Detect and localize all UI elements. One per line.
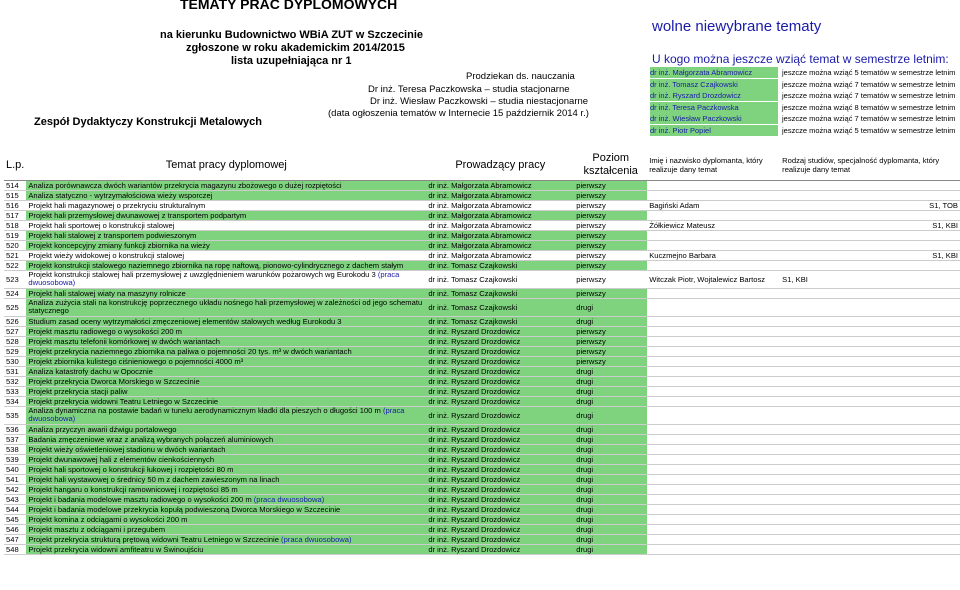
cell-temat: Projekt komina z odciągami o wysokości 200 m (26, 514, 426, 524)
table-row (4, 544, 960, 554)
cell-poziom: pierwszy (574, 346, 647, 356)
cell-lp: 546 (4, 524, 26, 534)
available-row (648, 67, 960, 78)
cell-imie (647, 544, 780, 554)
cell-poziom: pierwszy (574, 270, 647, 288)
cell-imie (647, 240, 780, 250)
cell-temat: Projekt hali przemysłowej dwunawowej z transportem podpartym (26, 210, 426, 220)
table-row (4, 454, 960, 464)
cell-imie (647, 434, 780, 444)
cell-poziom: drugi (574, 474, 647, 484)
cell-poziom: pierwszy (574, 210, 647, 220)
table-row (4, 316, 960, 326)
cell-temat: Analiza porównawcza dwóch wariantów przekrycia magazynu zbożowego o dużej rozpiętości (26, 180, 426, 190)
cell-poziom: drugi (574, 406, 647, 424)
cell-poziom: pierwszy (574, 220, 647, 230)
cell-imie (647, 230, 780, 240)
cell-lp: 542 (4, 484, 26, 494)
available-note: jeszcze można wziąć 8 tematów w semestrze letnim (782, 102, 956, 112)
cell-prowadzacy: dr inż. Tomasz Czajkowski (426, 316, 574, 326)
cell-lp: 547 (4, 534, 26, 544)
cell-prowadzacy: dr inż. Tomasz Czajkowski (426, 298, 574, 316)
table-row (4, 326, 960, 336)
available-name: dr inż. Piotr Popiel (650, 125, 778, 136)
cell-poziom: drugi (574, 386, 647, 396)
cell-rodzaj (780, 396, 960, 406)
table-row (4, 190, 960, 200)
cell-prowadzacy: dr inż. Ryszard Drozdowicz (426, 524, 574, 534)
cell-imie (647, 396, 780, 406)
cell-temat: Projekt i badania modelowe przekrycia kopułą podwieszoną Dworca Morskiego w Szczecinie (26, 504, 426, 514)
cell-rodzaj (780, 376, 960, 386)
cell-imie: Bagiński Adam (647, 200, 780, 210)
cell-imie (647, 424, 780, 434)
cell-lp: 548 (4, 544, 26, 554)
cell-lp: 540 (4, 464, 26, 474)
cell-rodzaj: S1, TOB (780, 200, 960, 210)
table-row (4, 444, 960, 454)
cell-imie (647, 464, 780, 474)
cell-lp: 521 (4, 250, 26, 260)
table-row (4, 474, 960, 484)
prodziekan-label: Prodziekan ds. nauczania (466, 71, 575, 82)
cell-rodzaj (780, 346, 960, 356)
cell-rodzaj (780, 230, 960, 240)
cell-rodzaj (780, 240, 960, 250)
cell-imie (647, 346, 780, 356)
col-poziom: Poziom kształcenia (574, 150, 647, 180)
cell-temat: Analiza katastrofy dachu w Opocznie (26, 366, 426, 376)
available-note: jeszcze można wziąć 5 tematów w semestrze letnim (782, 126, 956, 135)
cell-prowadzacy: dr inż. Ryszard Drozdowicz (426, 376, 574, 386)
cell-poziom: drugi (574, 514, 647, 524)
cell-imie (647, 514, 780, 524)
cell-imie: Kuczmejno Barbara (647, 250, 780, 260)
cell-lp: 541 (4, 474, 26, 484)
cell-prowadzacy: dr inż. Ryszard Drozdowicz (426, 386, 574, 396)
cell-lp: 530 (4, 356, 26, 366)
cell-temat: Projekt przekrycia strukturą prętową widowni Teatru Letniego w Szczecinie (praca dwuosobowa) (26, 534, 426, 544)
table-row (4, 376, 960, 386)
table-row (4, 288, 960, 298)
cell-imie (647, 298, 780, 316)
zespol-label: Zespół Dydaktyczy Konstrukcji Metalowych (34, 116, 263, 128)
cell-lp: 522 (4, 260, 26, 270)
cell-prowadzacy: dr inż. Ryszard Drozdowicz (426, 396, 574, 406)
cell-rodzaj (780, 336, 960, 346)
cell-prowadzacy: dr inż. Ryszard Drozdowicz (426, 454, 574, 464)
available-row (648, 90, 960, 101)
cell-rodzaj (780, 180, 960, 190)
cell-poziom: pierwszy (574, 230, 647, 240)
cell-prowadzacy: dr inż. Ryszard Drozdowicz (426, 444, 574, 454)
cell-lp: 524 (4, 288, 26, 298)
cell-lp: 532 (4, 376, 26, 386)
cell-temat: Projekt hali stalowej z transportem podwieszonym (26, 230, 426, 240)
available-note: jeszcze można wziąć 5 tematów w semestrze letnim (782, 68, 956, 77)
available-name: dr inż. Ryszard Drozdowicz (650, 90, 778, 101)
cell-lp: 533 (4, 386, 26, 396)
cell-temat: Projekt wieży oświetleniowej stadionu w dwóch wariantach (26, 444, 426, 454)
cell-poziom: pierwszy (574, 200, 647, 210)
cell-temat: Projekt hali magazynowej o przekryciu strukturalnym (26, 200, 426, 210)
cell-imie (647, 474, 780, 484)
cell-imie (647, 260, 780, 270)
cell-temat: Projekt hali wystawowej o średnicy 50 m z dachem zawieszonym na linach (26, 474, 426, 484)
cell-prowadzacy: dr inż. Ryszard Drozdowicz (426, 504, 574, 514)
cell-prowadzacy: dr inż. Ryszard Drozdowicz (426, 356, 574, 366)
cell-poziom: pierwszy (574, 250, 647, 260)
cell-temat: Studium zasad oceny wytrzymałości zmęczeniowej elementów stalowych według Eurokodu 3 (26, 316, 426, 326)
cell-poziom: pierwszy (574, 336, 647, 346)
ukogo-heading: U kogo można jeszcze wziąć temat w semestrze letnim: (652, 52, 949, 66)
cell-prowadzacy: dr inż. Ryszard Drozdowicz (426, 336, 574, 346)
cell-imie (647, 190, 780, 200)
cell-imie (647, 180, 780, 190)
table-row (4, 336, 960, 346)
cell-rodzaj (780, 210, 960, 220)
page-title: TEMATY PRAC DYPLOMOWYCH (180, 0, 398, 12)
cell-prowadzacy: dr inż. Ryszard Drozdowicz (426, 514, 574, 524)
available-note: jeszcze można wziąć 7 tematów w semestrze letnim (782, 114, 956, 124)
cell-rodzaj (780, 190, 960, 200)
cell-poziom: drugi (574, 366, 647, 376)
cell-prowadzacy: dr inż. Ryszard Drozdowicz (426, 406, 574, 424)
cell-rodzaj: S1, KBI (780, 270, 960, 288)
cell-prowadzacy: dr inż. Tomasz Czajkowski (426, 288, 574, 298)
cell-temat: Projekt masztu z odciągami i przegubem (26, 524, 426, 534)
col-prowadzacy: Prowadzący pracy (426, 150, 574, 180)
table-row (4, 270, 960, 288)
cell-prowadzacy: dr inż. Małgorzata Abramowicz (426, 230, 574, 240)
cell-lp: 529 (4, 346, 26, 356)
cell-rodzaj (780, 424, 960, 434)
available-name: dr inż. Teresa Paczkowska (650, 102, 778, 113)
cell-imie (647, 494, 780, 504)
cell-prowadzacy: dr inż. Tomasz Czajkowski (426, 260, 574, 270)
cell-lp: 525 (4, 298, 26, 316)
cell-rodzaj (780, 544, 960, 554)
cell-lp: 539 (4, 454, 26, 464)
cell-lp: 517 (4, 210, 26, 220)
cell-imie (647, 524, 780, 534)
cell-prowadzacy: dr inż. Małgorzata Abramowicz (426, 220, 574, 230)
cell-prowadzacy: dr inż. Ryszard Drozdowicz (426, 534, 574, 544)
table-row (4, 180, 960, 190)
table-row (4, 260, 960, 270)
cell-rodzaj (780, 534, 960, 544)
cell-poziom: drugi (574, 534, 647, 544)
cell-poziom: pierwszy (574, 356, 647, 366)
cell-temat: Projekt przekrycia Dworca Morskiego w Szczecinie (26, 376, 426, 386)
cell-lp: 523 (4, 270, 26, 288)
cell-lp: 516 (4, 200, 26, 210)
cell-poziom: drugi (574, 524, 647, 534)
cell-lp: 519 (4, 230, 26, 240)
table-row (4, 504, 960, 514)
cell-lp: 527 (4, 326, 26, 336)
cell-temat: Projekt konstrukcji stalowej hali przemysłowej z uwzględnieniem warunków pożarowych wg Eurokodu 3 (praca dwuosobowa) (26, 270, 426, 288)
table-row (4, 524, 960, 534)
ogloszenie-date: (data ogłoszenia tematów w Internecie 15 październik 2014 r.) (328, 108, 589, 119)
cell-lp: 518 (4, 220, 26, 230)
cell-rodzaj (780, 386, 960, 396)
col-rodzaj: Rodzaj studiów, specjalność dyplomanta, który realizuje dany temat (780, 150, 960, 180)
cell-imie (647, 366, 780, 376)
cell-imie (647, 316, 780, 326)
cell-rodzaj (780, 434, 960, 444)
table-row (4, 464, 960, 474)
cell-rodzaj (780, 514, 960, 524)
cell-imie (647, 534, 780, 544)
table-row (4, 484, 960, 494)
cell-imie (647, 386, 780, 396)
cell-temat: Projekt hali sportowej o konstrukcji łukowej i rozpiętości 80 m (26, 464, 426, 474)
cell-imie: Żółkiewicz Mateusz (647, 220, 780, 230)
subtitle-rok: zgłoszone w roku akademickim 2014/2015 (186, 42, 405, 54)
cell-prowadzacy: dr inż. Ryszard Drozdowicz (426, 326, 574, 336)
cell-imie (647, 376, 780, 386)
cell-temat: Projekt dwunawowej hali z elementów cienkościennych (26, 454, 426, 464)
cell-lp: 536 (4, 424, 26, 434)
cell-temat: Projekt przekrycia naziemnego zbiornika na paliwa o pojemności 20 tys. m³ w dwóch wariantach (26, 346, 426, 356)
cell-imie (647, 210, 780, 220)
cell-lp: 526 (4, 316, 26, 326)
cell-rodzaj (780, 464, 960, 474)
cell-poziom: drugi (574, 504, 647, 514)
cell-lp: 520 (4, 240, 26, 250)
cell-poziom: pierwszy (574, 260, 647, 270)
cell-temat: Projekt i badania modelowe masztu radiowego o wysokości 200 m (praca dwuosobowa) (26, 494, 426, 504)
cell-rodzaj (780, 484, 960, 494)
cell-imie: Witczak Piotr, Wojtalewicz Bartosz (647, 270, 780, 288)
cell-rodzaj: S1, KBI (780, 220, 960, 230)
cell-poziom: pierwszy (574, 288, 647, 298)
cell-prowadzacy: dr inż. Małgorzata Abramowicz (426, 200, 574, 210)
table-row (4, 210, 960, 220)
col-imie: Imię i nazwisko dyplomanta, który realizuje dany temat (647, 150, 780, 180)
cell-prowadzacy: dr inż. Ryszard Drozdowicz (426, 544, 574, 554)
cell-prowadzacy: dr inż. Ryszard Drozdowicz (426, 434, 574, 444)
cell-temat: Projekt koncepcyjny zmiany funkcji zbiornika na wieży (26, 240, 426, 250)
col-temat: Temat pracy dyplomowej (26, 150, 426, 180)
cell-rodzaj: S1, KBI (780, 250, 960, 260)
cell-prowadzacy: dr inż. Ryszard Drozdowicz (426, 484, 574, 494)
cell-poziom: drugi (574, 376, 647, 386)
table-header (4, 150, 960, 180)
cell-imie (647, 504, 780, 514)
cell-prowadzacy: dr inż. Ryszard Drozdowicz (426, 464, 574, 474)
table-row (4, 346, 960, 356)
cell-rodzaj (780, 524, 960, 534)
wolne-heading: wolne niewybrane tematy (652, 18, 822, 35)
table-row (4, 200, 960, 210)
cell-poziom: drugi (574, 464, 647, 474)
cell-poziom: drugi (574, 434, 647, 444)
table-row (4, 240, 960, 250)
cell-temat: Projekt przekrycia widowni Teatru Letniego w Szczecinie (26, 396, 426, 406)
table-row (4, 298, 960, 316)
table-row (4, 220, 960, 230)
cell-imie (647, 356, 780, 366)
cell-temat: Projekt hangaru o konstrukcji ramownicowej i rozpiętości 85 m (26, 484, 426, 494)
table-row (4, 396, 960, 406)
table-row (4, 534, 960, 544)
table-row (4, 366, 960, 376)
cell-poziom: drugi (574, 544, 647, 554)
cell-prowadzacy: dr inż. Ryszard Drozdowicz (426, 366, 574, 376)
cell-prowadzacy: dr inż. Małgorzata Abramowicz (426, 210, 574, 220)
cell-lp: 535 (4, 406, 26, 424)
cell-prowadzacy: dr inż. Małgorzata Abramowicz (426, 190, 574, 200)
cell-poziom: pierwszy (574, 326, 647, 336)
cell-temat: Projekt hali stalowej wiaty na maszyny rolnicze (26, 288, 426, 298)
cell-poziom: drugi (574, 396, 647, 406)
cell-poziom: drugi (574, 316, 647, 326)
cell-poziom: drugi (574, 454, 647, 464)
available-note: jeszcze można wziąć 7 tematów w semestrze letnim (782, 79, 956, 89)
cell-temat: Projekt przekrycia widowni amfiteatru w Świnoujściu (26, 544, 426, 554)
cell-rodzaj (780, 326, 960, 336)
cell-rodzaj (780, 444, 960, 454)
available-row (648, 113, 960, 124)
cell-poziom: pierwszy (574, 180, 647, 190)
cell-poziom: pierwszy (574, 240, 647, 250)
cell-rodzaj (780, 316, 960, 326)
col-lp: L.p. (4, 150, 26, 180)
cell-imie (647, 484, 780, 494)
cell-prowadzacy: dr inż. Małgorzata Abramowicz (426, 180, 574, 190)
cell-temat: Projekt przekrycia stacji paliw (26, 386, 426, 396)
cell-rodzaj (780, 454, 960, 464)
cell-imie (647, 444, 780, 454)
cell-lp: 545 (4, 514, 26, 524)
cell-lp: 544 (4, 504, 26, 514)
cell-temat: Analiza zużycia stali na konstrukcję poprzecznego układu nośnego hali przemysłowej w zależności od jego schematu statycznego (26, 298, 426, 316)
cell-rodzaj (780, 504, 960, 514)
cell-lp: 528 (4, 336, 26, 346)
cell-temat: Analiza przyczyn awarii dźwigu portalowego (26, 424, 426, 434)
cell-prowadzacy: dr inż. Ryszard Drozdowicz (426, 474, 574, 484)
subtitle-lista: lista uzupełniająca nr 1 (231, 55, 352, 67)
table-row (4, 250, 960, 260)
cell-prowadzacy: dr inż. Ryszard Drozdowicz (426, 424, 574, 434)
cell-imie (647, 288, 780, 298)
table-row (4, 386, 960, 396)
cell-temat: Projekt masztu telefonii komórkowej w dwóch wariantach (26, 336, 426, 346)
table-row (4, 230, 960, 240)
cell-rodzaj (780, 260, 960, 270)
cell-imie (647, 326, 780, 336)
cell-prowadzacy: dr inż. Ryszard Drozdowicz (426, 346, 574, 356)
table-row (4, 406, 960, 424)
cell-rodzaj (780, 356, 960, 366)
available-row (648, 102, 960, 113)
cell-temat: Analiza dynamiczna na postawie badań w tunelu aerodynamicznym kładki dla pieszych o długości 100 m (praca dwuosobowa) (26, 406, 426, 424)
topics-table (4, 150, 960, 555)
cell-rodzaj (780, 474, 960, 484)
cell-temat: Projekt zbiornika kulistego ciśnieniowego o pojemności 4000 m³ (26, 356, 426, 366)
cell-imie (647, 336, 780, 346)
available-note: jeszcze można wziąć 7 tematów w semestrze letnim (782, 91, 956, 101)
cell-temat: Badania zmęczeniowe wraz z analizą wybranych połączeń aluminiowych (26, 434, 426, 444)
cell-prowadzacy: dr inż. Małgorzata Abramowicz (426, 240, 574, 250)
cell-poziom: drugi (574, 484, 647, 494)
cell-lp: 543 (4, 494, 26, 504)
wieslaw-line: Dr inż. Wiesław Paczkowski – studia niestacjonarne (370, 96, 589, 107)
cell-prowadzacy: dr inż. Ryszard Drozdowicz (426, 494, 574, 504)
teresa-line: Dr inż. Teresa Paczkowska – studia stacjonarne (368, 84, 570, 95)
cell-lp: 534 (4, 396, 26, 406)
cell-lp: 515 (4, 190, 26, 200)
cell-poziom: drugi (574, 444, 647, 454)
cell-temat: Projekt konstrukcji stalowego naziemnego zbiornika na ropę naftową, pionowo-cylindrycznego z dachem stałym (26, 260, 426, 270)
available-name: dr inż. Wiesław Paczkowski (650, 113, 778, 124)
cell-poziom: drugi (574, 298, 647, 316)
cell-rodzaj (780, 288, 960, 298)
cell-lp: 514 (4, 180, 26, 190)
cell-temat: Projekt hali sportowej o konstrukcji stalowej (26, 220, 426, 230)
cell-lp: 531 (4, 366, 26, 376)
cell-temat: Projekt wieży widokowej o konstrukcji stalowej (26, 250, 426, 260)
available-name: dr inż. Tomasz Czajkowski (650, 79, 778, 90)
cell-poziom: pierwszy (574, 190, 647, 200)
subtitle-kierunek: na kierunku Budownictwo WBiA ZUT w Szczecinie (160, 29, 424, 41)
cell-temat: Projekt masztu radiowego o wysokości 200 m (26, 326, 426, 336)
cell-lp: 537 (4, 434, 26, 444)
available-name: dr inż. Małgorzata Abramowicz (650, 67, 778, 78)
cell-imie (647, 406, 780, 424)
cell-rodzaj (780, 406, 960, 424)
cell-temat: Analiza statyczno - wytrzymałościowa wieży wsporczej (26, 190, 426, 200)
cell-prowadzacy: dr inż. Małgorzata Abramowicz (426, 250, 574, 260)
table-row (4, 514, 960, 524)
cell-prowadzacy: dr inż. Tomasz Czajkowski (426, 270, 574, 288)
cell-poziom: drugi (574, 424, 647, 434)
cell-rodzaj (780, 494, 960, 504)
table-row (4, 356, 960, 366)
cell-imie (647, 454, 780, 464)
cell-lp: 538 (4, 444, 26, 454)
available-row (648, 125, 960, 136)
table-row (4, 494, 960, 504)
table-row (4, 424, 960, 434)
table-row (4, 434, 960, 444)
cell-rodzaj (780, 366, 960, 376)
available-row (648, 79, 960, 90)
cell-poziom: drugi (574, 494, 647, 504)
cell-rodzaj (780, 298, 960, 316)
